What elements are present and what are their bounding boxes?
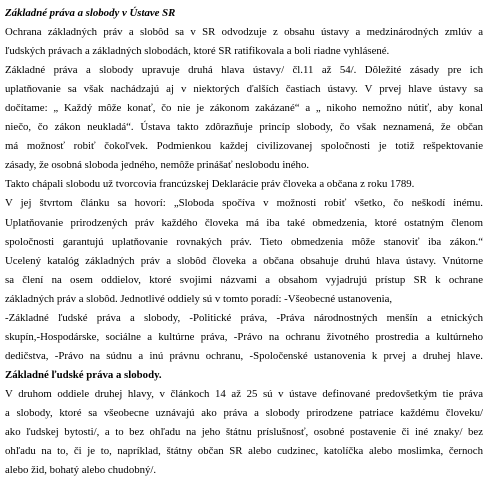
text-line: sa člení na osem oddielov, ktoré svojimi názvami a obsahom vyjadrujú prístup SR k ochrane (5, 273, 483, 286)
text-line: ľudských právach a základných slobodách, ktoré SR ratifikovala a boli riadne vyhlásené. (5, 45, 390, 58)
text-line: a slobody, ktoré sa všeobecne uznávajú ako práva a slobody prirodzene patriace každému človeku/ (5, 406, 483, 419)
text-line: V jej štvrtom článku sa hovorí: „Sloboda spočíva v možnosti robiť všetko, čo neškodí inému. (5, 197, 483, 210)
text-line: -Základné ľudské práva a slobody, -Politické práva, -Práva národnostných menšín a etnických (5, 311, 483, 324)
document-body (5, 4, 483, 480)
text-line: Základné práva a slobody upravuje druhá hlava ústavy/ čl.11 až 54/. Dôležité zásady pre ich (5, 64, 483, 77)
subsection-heading: Základné ľudské práva a slobody. (5, 368, 162, 381)
text-line: Ucelený katalóg základných práv a slobôd človeka a občana obsahuje druhú hlava ústavy. Vnútorne (5, 254, 483, 267)
text-line: dočítame: „ Každý môže konať, čo nie je zákonom zakázané“ a „ nikoho nemožno nútiť, aby konal (5, 102, 483, 115)
text-line: ohľadu na to, či je to, napríklad, štátny občan SR alebo cudzinec, katolíčka alebo moslimka, černoch (5, 445, 483, 458)
text-line: V druhom oddiele druhej hlavy, v článkoch 14 až 25 sú v ústave definované predovšetkým tie práva (5, 387, 483, 400)
text-line: Ochrana základných práv a slobôd sa v SR odvodzuje z obsahu ústavy a medzinárodných zmlúv a (5, 26, 483, 39)
text-line: ako ľudskej bytosti/, a to bez ohľadu na jeho štátnu príslušnosť, osobné postavenie či iné znaky/ bez (5, 426, 483, 439)
text-line: Uplatňovanie prirodzených práv každého človeka má iba také obmedzenia, ktoré ostatným členom (5, 216, 483, 229)
text-line: základných práv a slobôd. Jednotlivé oddiely sú v tomto poradí: -Všeobecné ustanovenia, (5, 292, 393, 305)
text-line: alebo žid, bohatý alebo chudobný/. (5, 464, 157, 477)
text-line: Takto chápali slobodu už tvorcovia francúzskej Deklarácie práv človeka a občana z roku 1789. (5, 178, 415, 191)
text-line: zásady, že osobná sloboda jedného, nemôže prinášať neslobodu iného. (5, 159, 310, 172)
text-line: dedičstva, -Právo na súdnu a inú právnu ochranu, -Spoločenské ustanovenia k prvej a druhej hlave. (5, 349, 483, 362)
text-line: má možnosť robiť čokoľvek. Podmienkou každej civilizovanej spoločnosti je totiž rešpektovanie (5, 140, 483, 153)
text-line: uplatňovanie sa však nachádzajú aj v niektorých ďalších častiach ústavy. V prvej hlave ústavy sa (5, 83, 483, 96)
text-line: skupín,-Hospodárske, sociálne a kultúrne práva, -Právo na ochranu životného prostredia a kultúrneho (5, 330, 483, 343)
text-line: niečo, čo zákon neukladá“. Ústava takto zdôrazňuje princíp slobody, čo však neznamená, že občan (5, 121, 483, 134)
text-line: spoločnosti garantujú uplatňovanie rovnakých práv. Tieto obmedzenia môže stanoviť iba zákon.“ (5, 235, 483, 248)
section-heading: Základné práva a slobody v Ústave SR (5, 7, 176, 19)
